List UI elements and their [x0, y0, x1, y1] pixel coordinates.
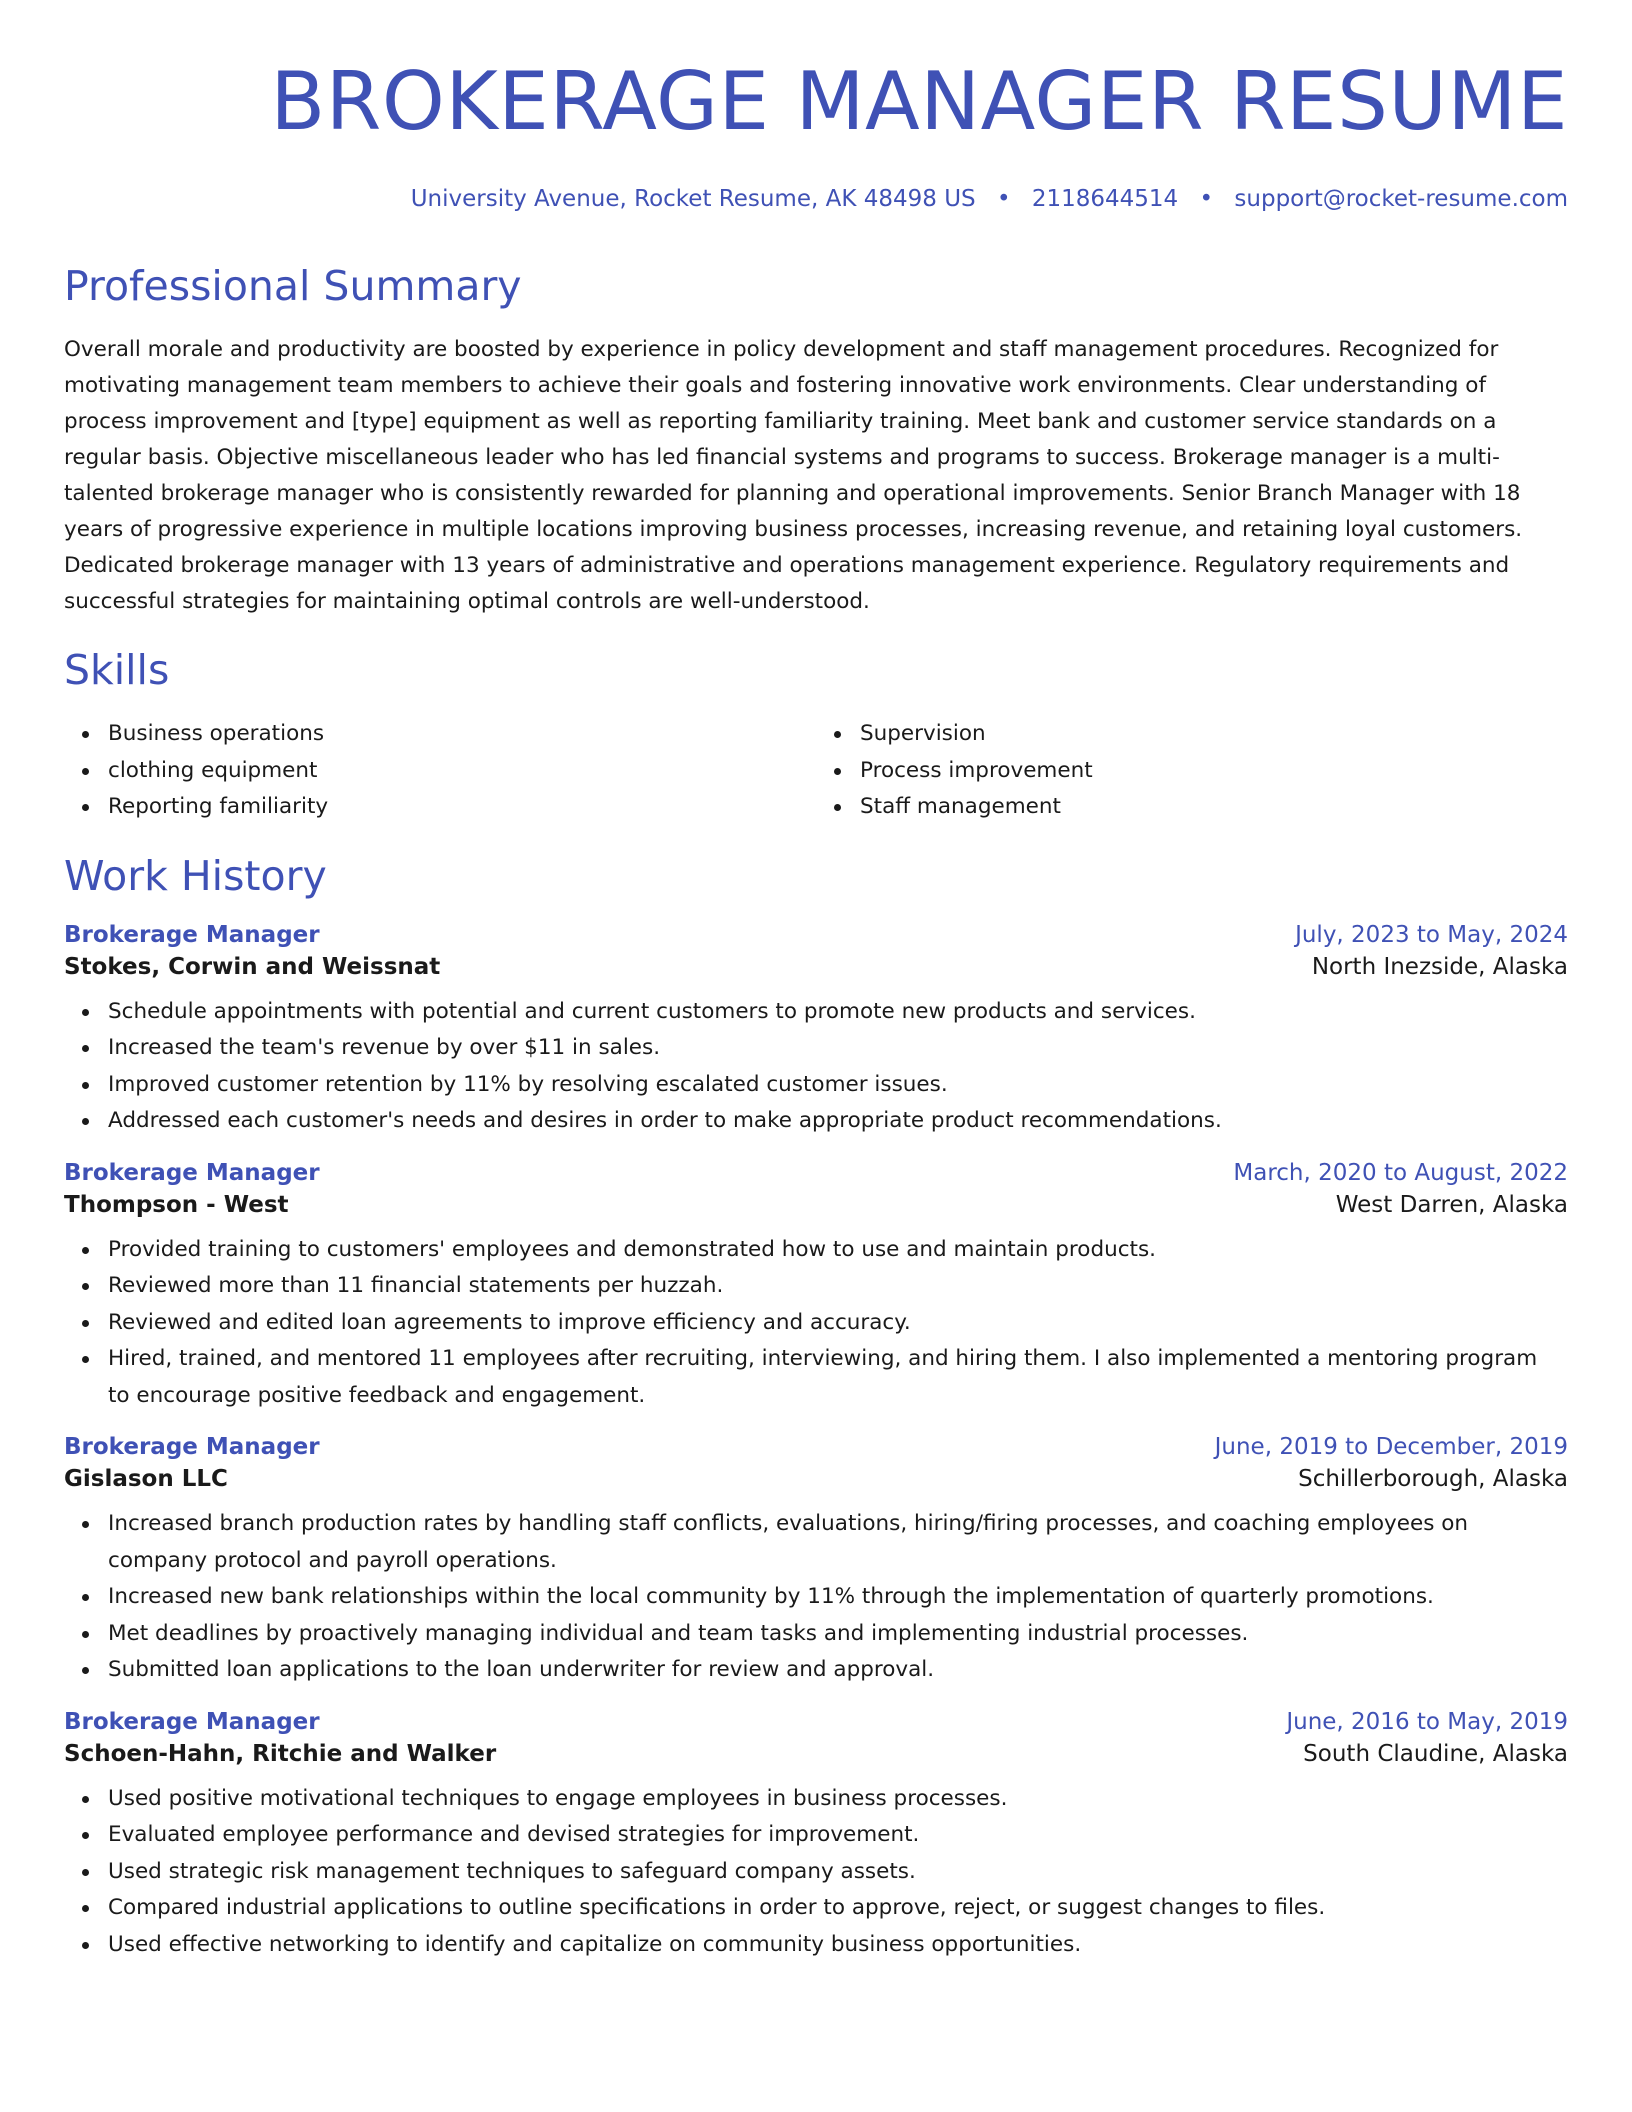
job-bullet: Increased branch production rates by handling staff conflicts, evaluations, hiring/firing processes, and coaching employees on company protocol and payroll operations.	[108, 1506, 1568, 1579]
contact-separator: •	[1199, 186, 1214, 212]
skill-item: clothing equipment	[108, 753, 816, 790]
job-bullets	[64, 994, 1568, 1140]
job-subheader	[64, 1741, 1568, 1767]
skills-column-right	[816, 716, 1568, 826]
skills-column-left	[64, 716, 816, 826]
job-bullet: Addressed each customer's needs and desires in order to make appropriate product recommendations.	[108, 1103, 1568, 1140]
job-title: Brokerage Manager	[64, 1434, 320, 1460]
contact-line	[64, 186, 1568, 212]
job-title: Brokerage Manager	[64, 921, 320, 948]
job-header	[64, 1160, 1568, 1186]
job-bullet: Compared industrial applications to outline specifications in order to approve, reject, or suggest changes to files.	[108, 1890, 1568, 1927]
job-dates: March, 2020 to August, 2022	[1233, 1159, 1568, 1186]
section-heading-work-history: Work History	[64, 851, 327, 900]
work-history-section	[64, 852, 1568, 1964]
job-bullets	[64, 1506, 1568, 1689]
contact-address: University Avenue, Rocket Resume, AK 48498 US	[410, 186, 976, 212]
job-entry	[64, 1434, 1568, 1689]
skills-grid	[64, 716, 1568, 826]
job-company: Gislason LLC	[64, 1466, 228, 1492]
job-bullets	[64, 1232, 1568, 1415]
job-entry	[64, 1709, 1568, 1964]
job-bullet: Used strategic risk management techniques to safeguard company assets.	[108, 1854, 1568, 1891]
job-dates: July, 2023 to May, 2024	[1295, 921, 1568, 948]
skill-item: Process improvement	[860, 753, 1568, 790]
job-bullet: Provided training to customers' employees and demonstrated how to use and maintain products.	[108, 1232, 1568, 1269]
job-subheader	[64, 954, 1568, 980]
job-location: West Darren, Alaska	[1335, 1191, 1568, 1218]
contact-email: support@rocket-resume.com	[1234, 186, 1568, 212]
job-bullet: Schedule appointments with potential and current customers to promote new products and services.	[108, 994, 1568, 1031]
skill-item: Supervision	[860, 716, 1568, 753]
job-bullet: Met deadlines by proactively managing individual and team tasks and implementing industrial processes.	[108, 1616, 1568, 1653]
job-company: Stokes, Corwin and Weissnat	[64, 953, 441, 980]
job-header	[64, 1434, 1568, 1460]
job-bullet: Improved customer retention by 11% by resolving escalated customer issues.	[108, 1067, 1568, 1104]
job-location: South Claudine, Alaska	[1303, 1740, 1568, 1767]
section-heading-skills: Skills	[64, 646, 170, 694]
job-subheader	[64, 1192, 1568, 1218]
job-entry	[64, 1160, 1568, 1415]
job-company: Schoen-Hahn, Ritchie and Walker	[64, 1740, 497, 1767]
job-bullet: Increased new bank relationships within the local community by 11% through the implementation of quarterly promotions.	[108, 1579, 1568, 1616]
job-bullet: Reviewed and edited loan agreements to improve efficiency and accuracy.	[108, 1305, 1568, 1342]
skill-item: Business operations	[108, 716, 816, 753]
resume-title: BROKERAGE MANAGER RESUME	[270, 55, 1568, 148]
job-bullet: Reviewed more than 11 financial statements per huzzah.	[108, 1268, 1568, 1305]
job-bullet: Used positive motivational techniques to engage employees in business processes.	[108, 1781, 1568, 1818]
job-location: North Inezside, Alaska	[1311, 953, 1568, 980]
job-bullet: Used effective networking to identify and capitalize on community business opportunities.	[108, 1927, 1568, 1964]
job-company: Thompson - West	[64, 1191, 289, 1218]
job-bullet: Increased the team's revenue by over $11 in sales.	[108, 1030, 1568, 1067]
job-title: Brokerage Manager	[64, 1159, 320, 1186]
summary-text: Overall morale and productivity are boosted by experience in policy development and staff management procedures. Recognized for motivating management team members to achieve their goals and fostering innovative work environments. Clear understanding of process improvement and [type] equipment as well as reporting familiarity training. Meet bank and customer service standards on a regular basis. Objective miscellaneous leader who has led financial systems and programs to success. Brokerage manager is a multi-talented brokerage manager who is consistently rewarded for planning and operational improvements. Senior Branch Manager with 18 years of progressive experience in multiple locations improving business processes, increasing revenue, and retaining loyal customers. Dedicated brokerage manager with 13 years of administrative and operations management experience. Regulatory requirements and successful strategies for maintaining optimal controls are well-understood.	[64, 337, 1523, 614]
job-bullet: Evaluated employee performance and devised strategies for improvement.	[108, 1817, 1568, 1854]
job-bullet: Hired, trained, and mentored 11 employees after recruiting, interviewing, and hiring them. I also implemented a mentoring program to encourage positive feedback and engagement.	[108, 1341, 1568, 1414]
contact-phone: 2118644514	[1031, 186, 1179, 212]
job-header	[64, 1709, 1568, 1735]
skills-section	[64, 646, 1568, 826]
job-subheader	[64, 1466, 1568, 1492]
job-bullets	[64, 1781, 1568, 1964]
job-bullet: Submitted loan applications to the loan underwriter for review and approval.	[108, 1652, 1568, 1689]
job-entry	[64, 922, 1568, 1140]
job-location: Schillerborough, Alaska	[1298, 1466, 1568, 1492]
skill-item: Staff management	[860, 789, 1568, 826]
professional-summary-section	[64, 262, 1568, 620]
job-header	[64, 922, 1568, 948]
job-title: Brokerage Manager	[64, 1708, 320, 1735]
contact-separator: •	[996, 186, 1011, 212]
section-heading-summary: Professional Summary	[64, 262, 522, 310]
job-dates: June, 2019 to December, 2019	[1214, 1434, 1568, 1460]
skill-item: Reporting familiarity	[108, 789, 816, 826]
job-dates: June, 2016 to May, 2019	[1286, 1708, 1568, 1735]
